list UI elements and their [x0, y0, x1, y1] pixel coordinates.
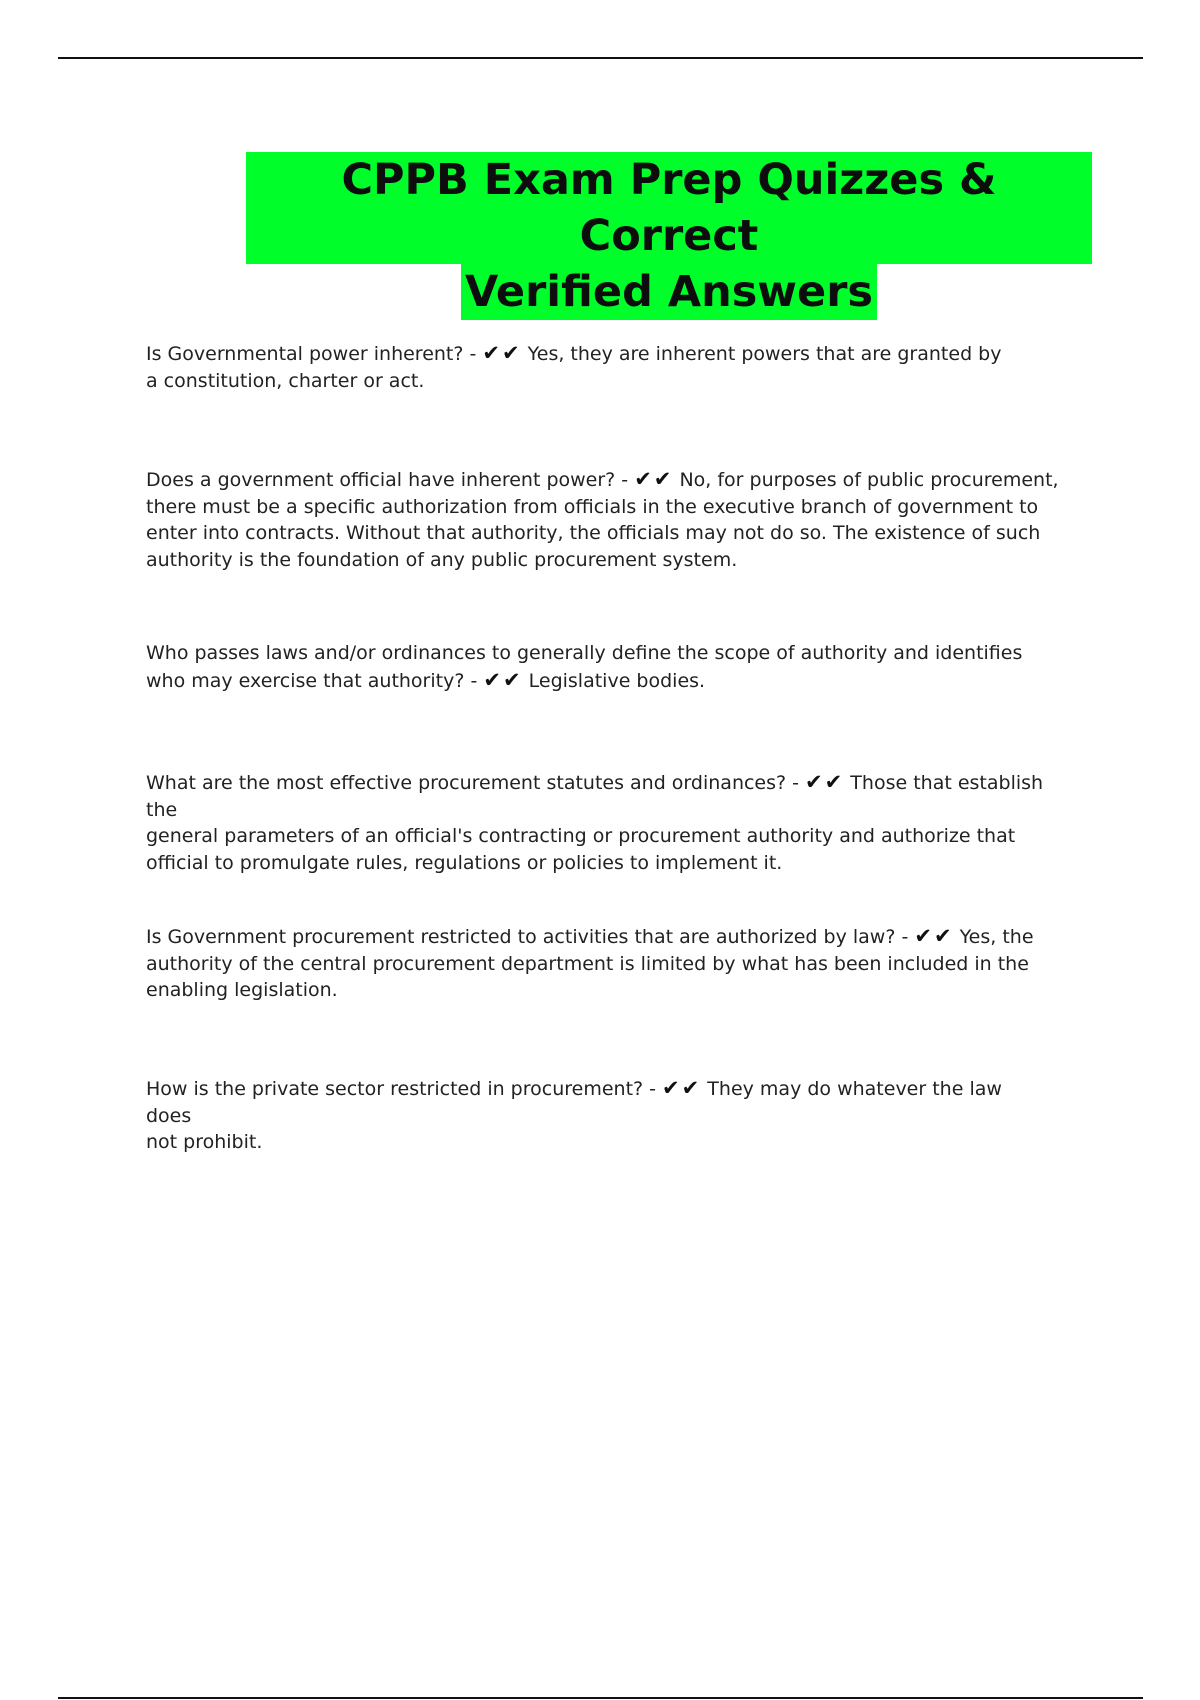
top-rule	[58, 57, 1143, 59]
qa-item-4	[146, 769, 1076, 876]
answer-text: They may do whatever the law does	[146, 1078, 1002, 1127]
separator: -	[895, 926, 915, 948]
qa-item-6	[146, 1075, 1026, 1156]
qa-item-3	[146, 640, 1046, 694]
question-text: Is Governmental power inherent?	[146, 343, 464, 365]
qa-item-5	[146, 923, 1076, 1004]
answer-text: No, for purposes of public procurement,	[679, 469, 1059, 491]
answer-text: Legislative bodies.	[528, 669, 706, 692]
checkmark-icon: ✔✔	[914, 924, 954, 948]
answer-text-continued: there must be a specific authorization from officials in the executive branch of government to enter into contracts. Without that authority, the officials may not do so. The existence of such authority is the foundation of any public procurement system.	[146, 495, 1041, 571]
answer-text-continued: a constitution, charter or act.	[146, 369, 425, 392]
qa-item-2	[146, 466, 1086, 573]
qa-item-1	[146, 340, 1006, 394]
checkmark-icon: ✔✔	[482, 341, 522, 365]
answer-text: Yes, the	[959, 926, 1034, 948]
checkmark-icon: ✔✔	[805, 770, 845, 794]
question-text: How is the private sector restricted in procurement?	[146, 1078, 644, 1100]
checkmark-icon: ✔✔	[483, 667, 523, 692]
answer-text-continued: authority of the central procurement department is limited by what has been included in the enabling legislation.	[146, 952, 1029, 1001]
document-title	[246, 152, 1092, 320]
title-line-2: Verified Answers	[461, 264, 877, 320]
answer-text-continued: not prohibit.	[146, 1131, 263, 1153]
title-line-1: CPPB Exam Prep Quizzes & Correct	[246, 152, 1092, 264]
checkmark-icon: ✔✔	[662, 1076, 702, 1100]
question-text: Is Government procurement restricted to activities that are authorized by law?	[146, 926, 896, 948]
separator: -	[615, 469, 635, 491]
bottom-rule	[58, 1697, 1143, 1699]
answer-text: Those that establish the	[146, 772, 1044, 821]
answer-text: Yes, they are inherent powers that are granted by	[527, 343, 1002, 365]
separator: -	[786, 772, 806, 794]
question-text: Does a government official have inherent power?	[146, 469, 616, 491]
checkmark-icon: ✔✔	[634, 467, 674, 491]
separator: -	[463, 343, 483, 365]
answer-text-continued: general parameters of an official's contracting or procurement authority and authorize that official to promulgate rules, regulations or policies to implement it.	[146, 825, 1016, 874]
question-text: Who passes laws and/or ordinances to generally define the scope of authority and identifies who may exercise that authority?	[146, 642, 1023, 692]
separator: -	[643, 1078, 663, 1100]
separator: -	[464, 669, 484, 692]
question-text: What are the most effective procurement statutes and ordinances?	[146, 772, 787, 794]
